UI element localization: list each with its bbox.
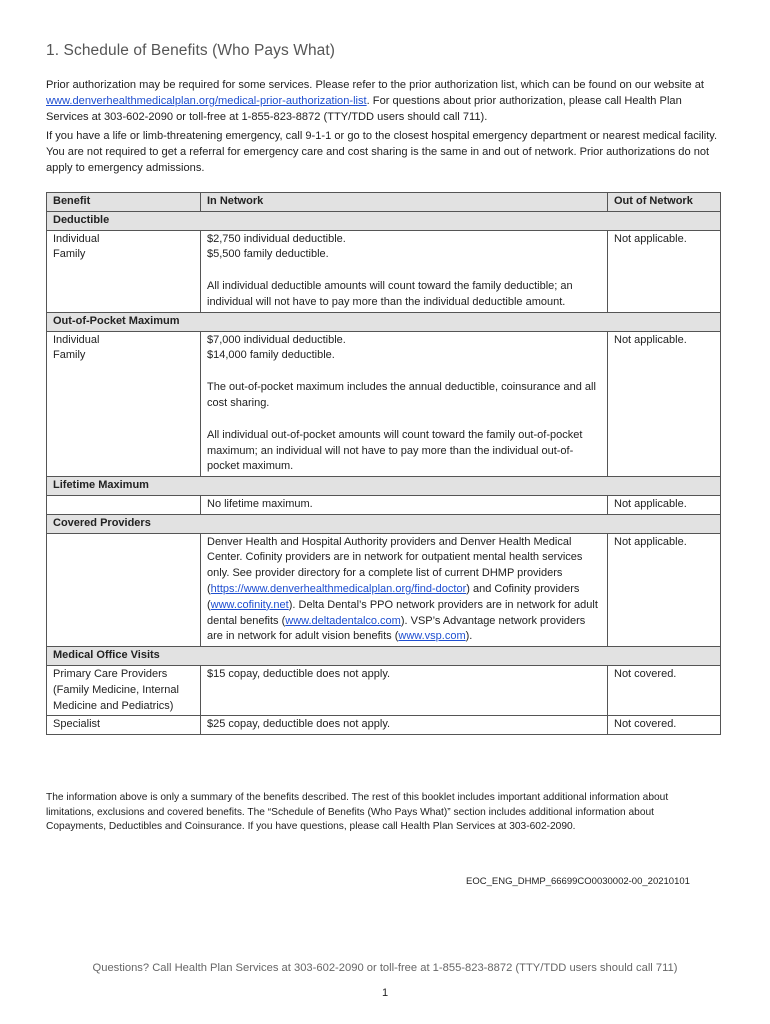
prior-authorization-paragraph bbox=[46, 77, 726, 125]
header-out-of-network: Out of Network bbox=[608, 193, 721, 212]
section-row-lifetime bbox=[47, 477, 721, 496]
prior-auth-text-after: . For questions about prior authorization, please call Health Plan Services at 303-602-2090 or toll-free at 1-855-823-8872 (TTY/TDD users should call 711). bbox=[46, 95, 682, 123]
oop-family-amount: $14,000 family deductible. bbox=[207, 349, 335, 362]
benefits-table bbox=[46, 192, 721, 735]
table-row bbox=[47, 230, 721, 312]
prior-auth-text-before: Prior authorization may be required for some services. Please refer to the prior authorization list, which can be found on our website at bbox=[46, 79, 704, 91]
table-row bbox=[47, 533, 721, 647]
oop-labels bbox=[47, 331, 201, 477]
summary-note: The information above is only a summary of the benefits described. The rest of this booklet includes important additional information about limitations, exclusions and covered benefits. The “Schedule of Benefits (Who Pays What)” section includes additional information about Copayments, Deductibles and Coinsurance. If you have questions, please call Health Plan Services at 303-602-2090. bbox=[46, 792, 669, 832]
oop-note-2: All individual out-of-pocket amounts will count toward the family out-of-pocket maximum; an individual will not have to pay more than the individual out-of-pocket maximum. bbox=[207, 428, 583, 473]
specialist-out-network: Not covered. bbox=[608, 716, 721, 735]
page-footer-contact: Questions? Call Health Plan Services at 303-602-2090 or toll-free at 1-855-823-8872 (TTY/TDD users should call 711) bbox=[92, 962, 678, 974]
label-individual: Individual bbox=[53, 232, 100, 245]
deductible-note: All individual deductible amounts will count toward the family deductible; an individual will not have to pay more than the individual deductible amount. bbox=[207, 280, 573, 308]
office-visits-title: Medical Office Visits bbox=[47, 647, 721, 666]
find-doctor-link[interactable]: https://www.denverhealthmedicalplan.org/find-doctor bbox=[210, 582, 467, 595]
providers-text-5: ). bbox=[465, 630, 473, 643]
providers-title: Covered Providers bbox=[47, 514, 721, 533]
table-header-row bbox=[47, 193, 721, 212]
section-row-providers bbox=[47, 514, 721, 533]
lifetime-label-cell bbox=[47, 495, 201, 514]
deductible-labels bbox=[47, 230, 201, 312]
deductible-in-network bbox=[201, 230, 608, 312]
oop-note-1: The out-of-pocket maximum includes the annual deductible, coinsurance and all cost sharing. bbox=[207, 381, 596, 409]
page-number: 1 bbox=[381, 987, 389, 999]
label-family: Family bbox=[53, 248, 86, 261]
deductible-out-network: Not applicable. bbox=[608, 230, 721, 312]
pcp-in-network: $15 copay, deductible does not apply. bbox=[201, 665, 608, 715]
section-row-deductible bbox=[47, 211, 721, 230]
cofinity-link[interactable]: www.cofinity.net bbox=[210, 598, 289, 611]
label-family: Family bbox=[53, 349, 86, 362]
oop-out-network: Not applicable. bbox=[608, 331, 721, 477]
specialist-label: Specialist bbox=[47, 716, 201, 735]
lifetime-title: Lifetime Maximum bbox=[47, 477, 721, 496]
vsp-link[interactable]: www.vsp.com bbox=[398, 630, 466, 643]
providers-text-3: ). Delta Dental’s PPO network providers are in network for adult dental benefits ( bbox=[207, 598, 598, 627]
oop-title: Out-of-Pocket Maximum bbox=[47, 312, 721, 331]
table-row bbox=[47, 716, 721, 735]
document-id: EOC_ENG_DHMP_66699CO0030002-00_20210101 bbox=[466, 876, 690, 887]
specialist-in-network: $25 copay, deductible does not apply. bbox=[201, 716, 608, 735]
deductible-family-amount: $5,500 family deductible. bbox=[207, 248, 329, 261]
pcp-out-network: Not covered. bbox=[608, 665, 721, 715]
header-in-network: In Network bbox=[201, 193, 608, 212]
providers-out-network: Not applicable. bbox=[608, 533, 721, 647]
providers-label-cell bbox=[47, 533, 201, 647]
table-row bbox=[47, 665, 721, 715]
emergency-paragraph: If you have a life or limb-threatening emergency, call 9-1-1 or go to the closest hospital emergency department or nearest medical facility. You are not required to get a referral for emergency care and cost sharing is the same in and out of network. Prior authorizations do not apply to emergency admissions. bbox=[46, 130, 718, 174]
prior-auth-list-link[interactable]: www.denverhealthmedicalplan.org/medical-prior-authorization-list bbox=[46, 95, 367, 107]
section-row-oop bbox=[47, 312, 721, 331]
delta-dental-link[interactable]: www.deltadentalco.com bbox=[285, 614, 401, 627]
oop-in-network bbox=[201, 331, 608, 477]
providers-text-1: Denver Health and Hospital Authority providers and Denver Health Medical Center. Cofinity providers are in network for outpatient mental health services only. See provider directory for a complete list of current DHMP providers ( bbox=[207, 535, 583, 595]
lifetime-out-network: Not applicable. bbox=[608, 495, 721, 514]
section-title: 1. Schedule of Benefits (Who Pays What) bbox=[46, 42, 336, 59]
label-individual: Individual bbox=[53, 333, 100, 346]
deductible-title: Deductible bbox=[47, 211, 721, 230]
section-row-office-visits bbox=[47, 647, 721, 666]
table-row bbox=[47, 331, 721, 477]
lifetime-in-network: No lifetime maximum. bbox=[201, 495, 608, 514]
pcp-label: Primary Care Providers (Family Medicine, Internal Medicine and Pediatrics) bbox=[47, 665, 201, 715]
providers-in-network bbox=[201, 533, 608, 647]
header-benefit: Benefit bbox=[47, 193, 201, 212]
oop-individual-amount: $7,000 individual deductible. bbox=[207, 333, 346, 346]
deductible-individual-amount: $2,750 individual deductible. bbox=[207, 232, 346, 245]
providers-text-4: ). VSP’s Advantage network providers are in network for adult vision benefits ( bbox=[207, 614, 586, 643]
table-row bbox=[47, 495, 721, 514]
providers-text-2: ) and Cofinity providers ( bbox=[207, 582, 580, 611]
